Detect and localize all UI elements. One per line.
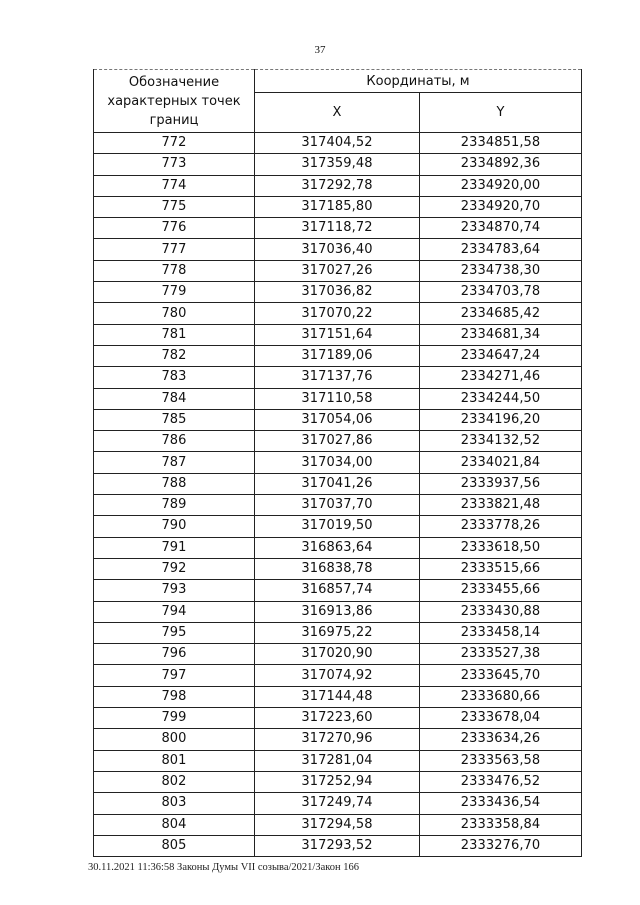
x-coordinate-cell: 317110,58 [255, 388, 420, 409]
point-number-cell: 772 [94, 133, 255, 154]
point-number-cell: 790 [94, 516, 255, 537]
y-coordinate-cell: 2334647,24 [420, 345, 582, 366]
point-number-cell: 779 [94, 282, 255, 303]
table-row [94, 260, 582, 281]
point-number-cell: 795 [94, 622, 255, 643]
x-coordinate-cell: 317020,90 [255, 644, 420, 665]
x-coordinate-cell: 317074,92 [255, 665, 420, 686]
table-row [94, 367, 582, 388]
table-row [94, 239, 582, 260]
y-coordinate-cell: 2334920,00 [420, 175, 582, 196]
point-number-cell: 786 [94, 431, 255, 452]
table-row [94, 814, 582, 835]
point-number-cell: 775 [94, 196, 255, 217]
point-number-cell: 778 [94, 260, 255, 281]
table-body [94, 133, 582, 857]
y-coordinate-cell: 2334870,74 [420, 218, 582, 239]
x-coordinate-cell: 316863,64 [255, 537, 420, 558]
table-row [94, 580, 582, 601]
table-row [94, 601, 582, 622]
y-coordinate-cell: 2333430,88 [420, 601, 582, 622]
x-coordinate-cell: 317118,72 [255, 218, 420, 239]
table-row [94, 133, 582, 154]
x-coordinate-cell: 317281,04 [255, 750, 420, 771]
y-coordinate-cell: 2334851,58 [420, 133, 582, 154]
x-coordinate-cell: 317249,74 [255, 793, 420, 814]
y-coordinate-cell: 2334703,78 [420, 282, 582, 303]
table-row [94, 196, 582, 217]
y-coordinate-cell: 2334196,20 [420, 409, 582, 430]
x-coordinate-cell: 317144,48 [255, 686, 420, 707]
x-coordinate-cell: 317036,40 [255, 239, 420, 260]
x-coordinate-cell: 317034,00 [255, 452, 420, 473]
y-coordinate-cell: 2334244,50 [420, 388, 582, 409]
x-coordinate-cell: 317036,82 [255, 282, 420, 303]
point-number-cell: 789 [94, 495, 255, 516]
point-number-cell: 797 [94, 665, 255, 686]
point-number-cell: 793 [94, 580, 255, 601]
x-coordinate-cell: 317041,26 [255, 473, 420, 494]
document-footer: 30.11.2021 11:36:58 Законы Думы VII созыва/2021/Закон 166 [88, 862, 360, 873]
point-number-cell: 777 [94, 239, 255, 260]
table-row [94, 686, 582, 707]
y-coordinate-cell: 2333455,66 [420, 580, 582, 601]
table-row [94, 303, 582, 324]
table-row [94, 495, 582, 516]
header-y: Y [420, 93, 582, 133]
point-number-cell: 774 [94, 175, 255, 196]
point-number-cell: 780 [94, 303, 255, 324]
x-coordinate-cell: 316975,22 [255, 622, 420, 643]
x-coordinate-cell: 317054,06 [255, 409, 420, 430]
table-row [94, 409, 582, 430]
header-coordinates: Координаты, м [255, 70, 582, 93]
y-coordinate-cell: 2333634,26 [420, 729, 582, 750]
x-coordinate-cell: 317223,60 [255, 708, 420, 729]
y-coordinate-cell: 2334783,64 [420, 239, 582, 260]
x-coordinate-cell: 317037,70 [255, 495, 420, 516]
header-x: X [255, 93, 420, 133]
x-coordinate-cell: 317189,06 [255, 345, 420, 366]
y-coordinate-cell: 2334738,30 [420, 260, 582, 281]
y-coordinate-cell: 2334132,52 [420, 431, 582, 452]
y-coordinate-cell: 2333436,54 [420, 793, 582, 814]
y-coordinate-cell: 2333821,48 [420, 495, 582, 516]
point-number-cell: 799 [94, 708, 255, 729]
table-row [94, 644, 582, 665]
table-row [94, 324, 582, 345]
point-number-cell: 784 [94, 388, 255, 409]
y-coordinate-cell: 2333276,70 [420, 835, 582, 856]
x-coordinate-cell: 316913,86 [255, 601, 420, 622]
y-coordinate-cell: 2333618,50 [420, 537, 582, 558]
x-coordinate-cell: 317292,78 [255, 175, 420, 196]
table-row [94, 154, 582, 175]
x-coordinate-cell: 317404,52 [255, 133, 420, 154]
x-coordinate-cell: 317294,58 [255, 814, 420, 835]
point-number-cell: 798 [94, 686, 255, 707]
y-coordinate-cell: 2334892,36 [420, 154, 582, 175]
table-row [94, 622, 582, 643]
y-coordinate-cell: 2334920,70 [420, 196, 582, 217]
table-row [94, 835, 582, 856]
table-header [94, 70, 582, 133]
table-row [94, 345, 582, 366]
y-coordinate-cell: 2333458,14 [420, 622, 582, 643]
y-coordinate-cell: 2334271,46 [420, 367, 582, 388]
x-coordinate-cell: 316857,74 [255, 580, 420, 601]
x-coordinate-cell: 316838,78 [255, 558, 420, 579]
point-number-cell: 802 [94, 771, 255, 792]
table-row [94, 452, 582, 473]
point-number-cell: 788 [94, 473, 255, 494]
x-coordinate-cell: 317359,48 [255, 154, 420, 175]
point-number-cell: 783 [94, 367, 255, 388]
point-number-cell: 796 [94, 644, 255, 665]
point-number-cell: 805 [94, 835, 255, 856]
coordinates-table-container [93, 69, 581, 857]
x-coordinate-cell: 317293,52 [255, 835, 420, 856]
y-coordinate-cell: 2333563,58 [420, 750, 582, 771]
point-number-cell: 782 [94, 345, 255, 366]
table-row [94, 708, 582, 729]
y-coordinate-cell: 2333527,38 [420, 644, 582, 665]
x-coordinate-cell: 317151,64 [255, 324, 420, 345]
point-number-cell: 794 [94, 601, 255, 622]
table-row [94, 431, 582, 452]
y-coordinate-cell: 2333645,70 [420, 665, 582, 686]
point-number-cell: 787 [94, 452, 255, 473]
point-number-cell: 791 [94, 537, 255, 558]
y-coordinate-cell: 2334681,34 [420, 324, 582, 345]
y-coordinate-cell: 2333515,66 [420, 558, 582, 579]
point-number-cell: 801 [94, 750, 255, 771]
x-coordinate-cell: 317185,80 [255, 196, 420, 217]
point-number-cell: 792 [94, 558, 255, 579]
y-coordinate-cell: 2333937,56 [420, 473, 582, 494]
x-coordinate-cell: 317027,86 [255, 431, 420, 452]
table-row [94, 388, 582, 409]
x-coordinate-cell: 317252,94 [255, 771, 420, 792]
table-row [94, 218, 582, 239]
y-coordinate-cell: 2334685,42 [420, 303, 582, 324]
header-designation: Обозначение характерных точек границ [94, 70, 255, 133]
y-coordinate-cell: 2334021,84 [420, 452, 582, 473]
table-row [94, 282, 582, 303]
table-row [94, 516, 582, 537]
y-coordinate-cell: 2333680,66 [420, 686, 582, 707]
coordinates-table [93, 69, 582, 857]
point-number-cell: 803 [94, 793, 255, 814]
point-number-cell: 804 [94, 814, 255, 835]
y-coordinate-cell: 2333678,04 [420, 708, 582, 729]
x-coordinate-cell: 317270,96 [255, 729, 420, 750]
table-row [94, 537, 582, 558]
x-coordinate-cell: 317137,76 [255, 367, 420, 388]
x-coordinate-cell: 317027,26 [255, 260, 420, 281]
table-row [94, 771, 582, 792]
x-coordinate-cell: 317019,50 [255, 516, 420, 537]
page-number: 37 [314, 44, 326, 56]
table-row [94, 750, 582, 771]
y-coordinate-cell: 2333476,52 [420, 771, 582, 792]
table-row [94, 558, 582, 579]
point-number-cell: 776 [94, 218, 255, 239]
point-number-cell: 800 [94, 729, 255, 750]
x-coordinate-cell: 317070,22 [255, 303, 420, 324]
table-row [94, 473, 582, 494]
table-row [94, 175, 582, 196]
table-row [94, 729, 582, 750]
point-number-cell: 773 [94, 154, 255, 175]
table-row [94, 793, 582, 814]
y-coordinate-cell: 2333358,84 [420, 814, 582, 835]
point-number-cell: 781 [94, 324, 255, 345]
point-number-cell: 785 [94, 409, 255, 430]
table-row [94, 665, 582, 686]
y-coordinate-cell: 2333778,26 [420, 516, 582, 537]
